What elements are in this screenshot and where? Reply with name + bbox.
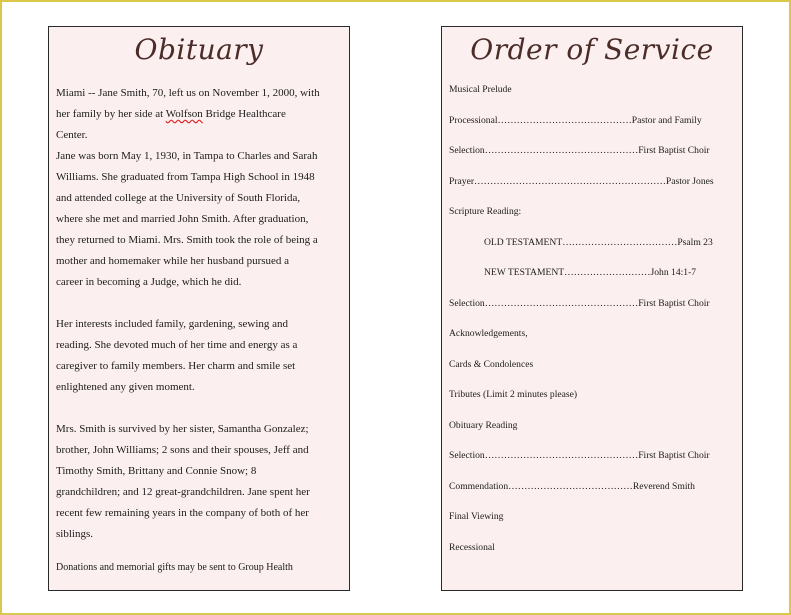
obituary-paragraph-5: Donations and memorial gifts may be sent to Group Health — [56, 562, 293, 573]
service-item: Final Viewing — [449, 511, 504, 522]
service-item: Processional……………………………………Pastor and Family — [449, 115, 702, 126]
service-item: Selection…………………………………………First Baptist Choir — [449, 298, 710, 309]
obituary-paragraph-1-end: Bridge Healthcare Center. — [56, 108, 286, 141]
service-item: Prayer……………………………………………………Pastor Jones — [449, 176, 714, 187]
service-item: Selection…………………………………………First Baptist Choir — [449, 450, 710, 461]
misspelled-word[interactable]: Wolfson — [165, 108, 203, 120]
obituary-paragraph-1-start: Miami -- Jane Smith, 70, left us on November 1, 2000, with her family by her side at — [56, 87, 320, 120]
service-item: Musical Prelude — [449, 84, 512, 95]
service-item: Cards & Condolences — [449, 359, 534, 370]
obituary-title: Obituary — [134, 33, 264, 66]
service-item: Commendation…………………………………Reverend Smith — [449, 481, 695, 492]
service-item: Scripture Reading: — [449, 206, 522, 217]
obituary-panel — [48, 26, 350, 591]
obituary-paragraph-2: Jane was born May 1, 1930, in Tampa to Charles and Sarah Williams. She graduated from Tampa High School in 1948 and attended college at the University of South Florida, where she met and married John Smith. After graduation, they returned to Miami. Mrs. Smith took the role of being a mother and homemaker while her husband pursued a career in becoming a Judge, which he did. — [56, 150, 318, 288]
service-item: Selection…………………………………………First Baptist Choir — [449, 145, 710, 156]
service-item: Recessional — [449, 542, 495, 553]
order-of-service-panel — [441, 26, 743, 591]
service-item: Acknowledgements, — [449, 328, 528, 339]
service-item: OLD TESTAMENT………………………………Psalm 23 — [484, 237, 713, 248]
obituary-paragraph-3: Her interests included family, gardening, sewing and reading. She devoted much of her time and energy as a caregiver to family members. Her charm and smile set enlightened any given moment. — [56, 318, 298, 393]
obituary-paragraph-1 — [56, 83, 346, 146]
service-item: Obituary Reading — [449, 420, 518, 431]
service-item: NEW TESTAMENT………………………John 14:1-7 — [484, 267, 697, 278]
obituary-paragraph-4: Mrs. Smith is survived by her sister, Samantha Gonzalez; brother, John Williams; 2 sons and their spouses, Jeff and Timothy Smith, Brittany and Connie Snow; 8 grandchildren; and 12 great-grandchildren. Jane spent her recent few remaining years in the company of both of her siblings. — [56, 423, 310, 540]
service-item: Tributes (Limit 2 minutes please) — [449, 389, 578, 400]
order-of-service-title: Order of Service — [470, 33, 714, 66]
